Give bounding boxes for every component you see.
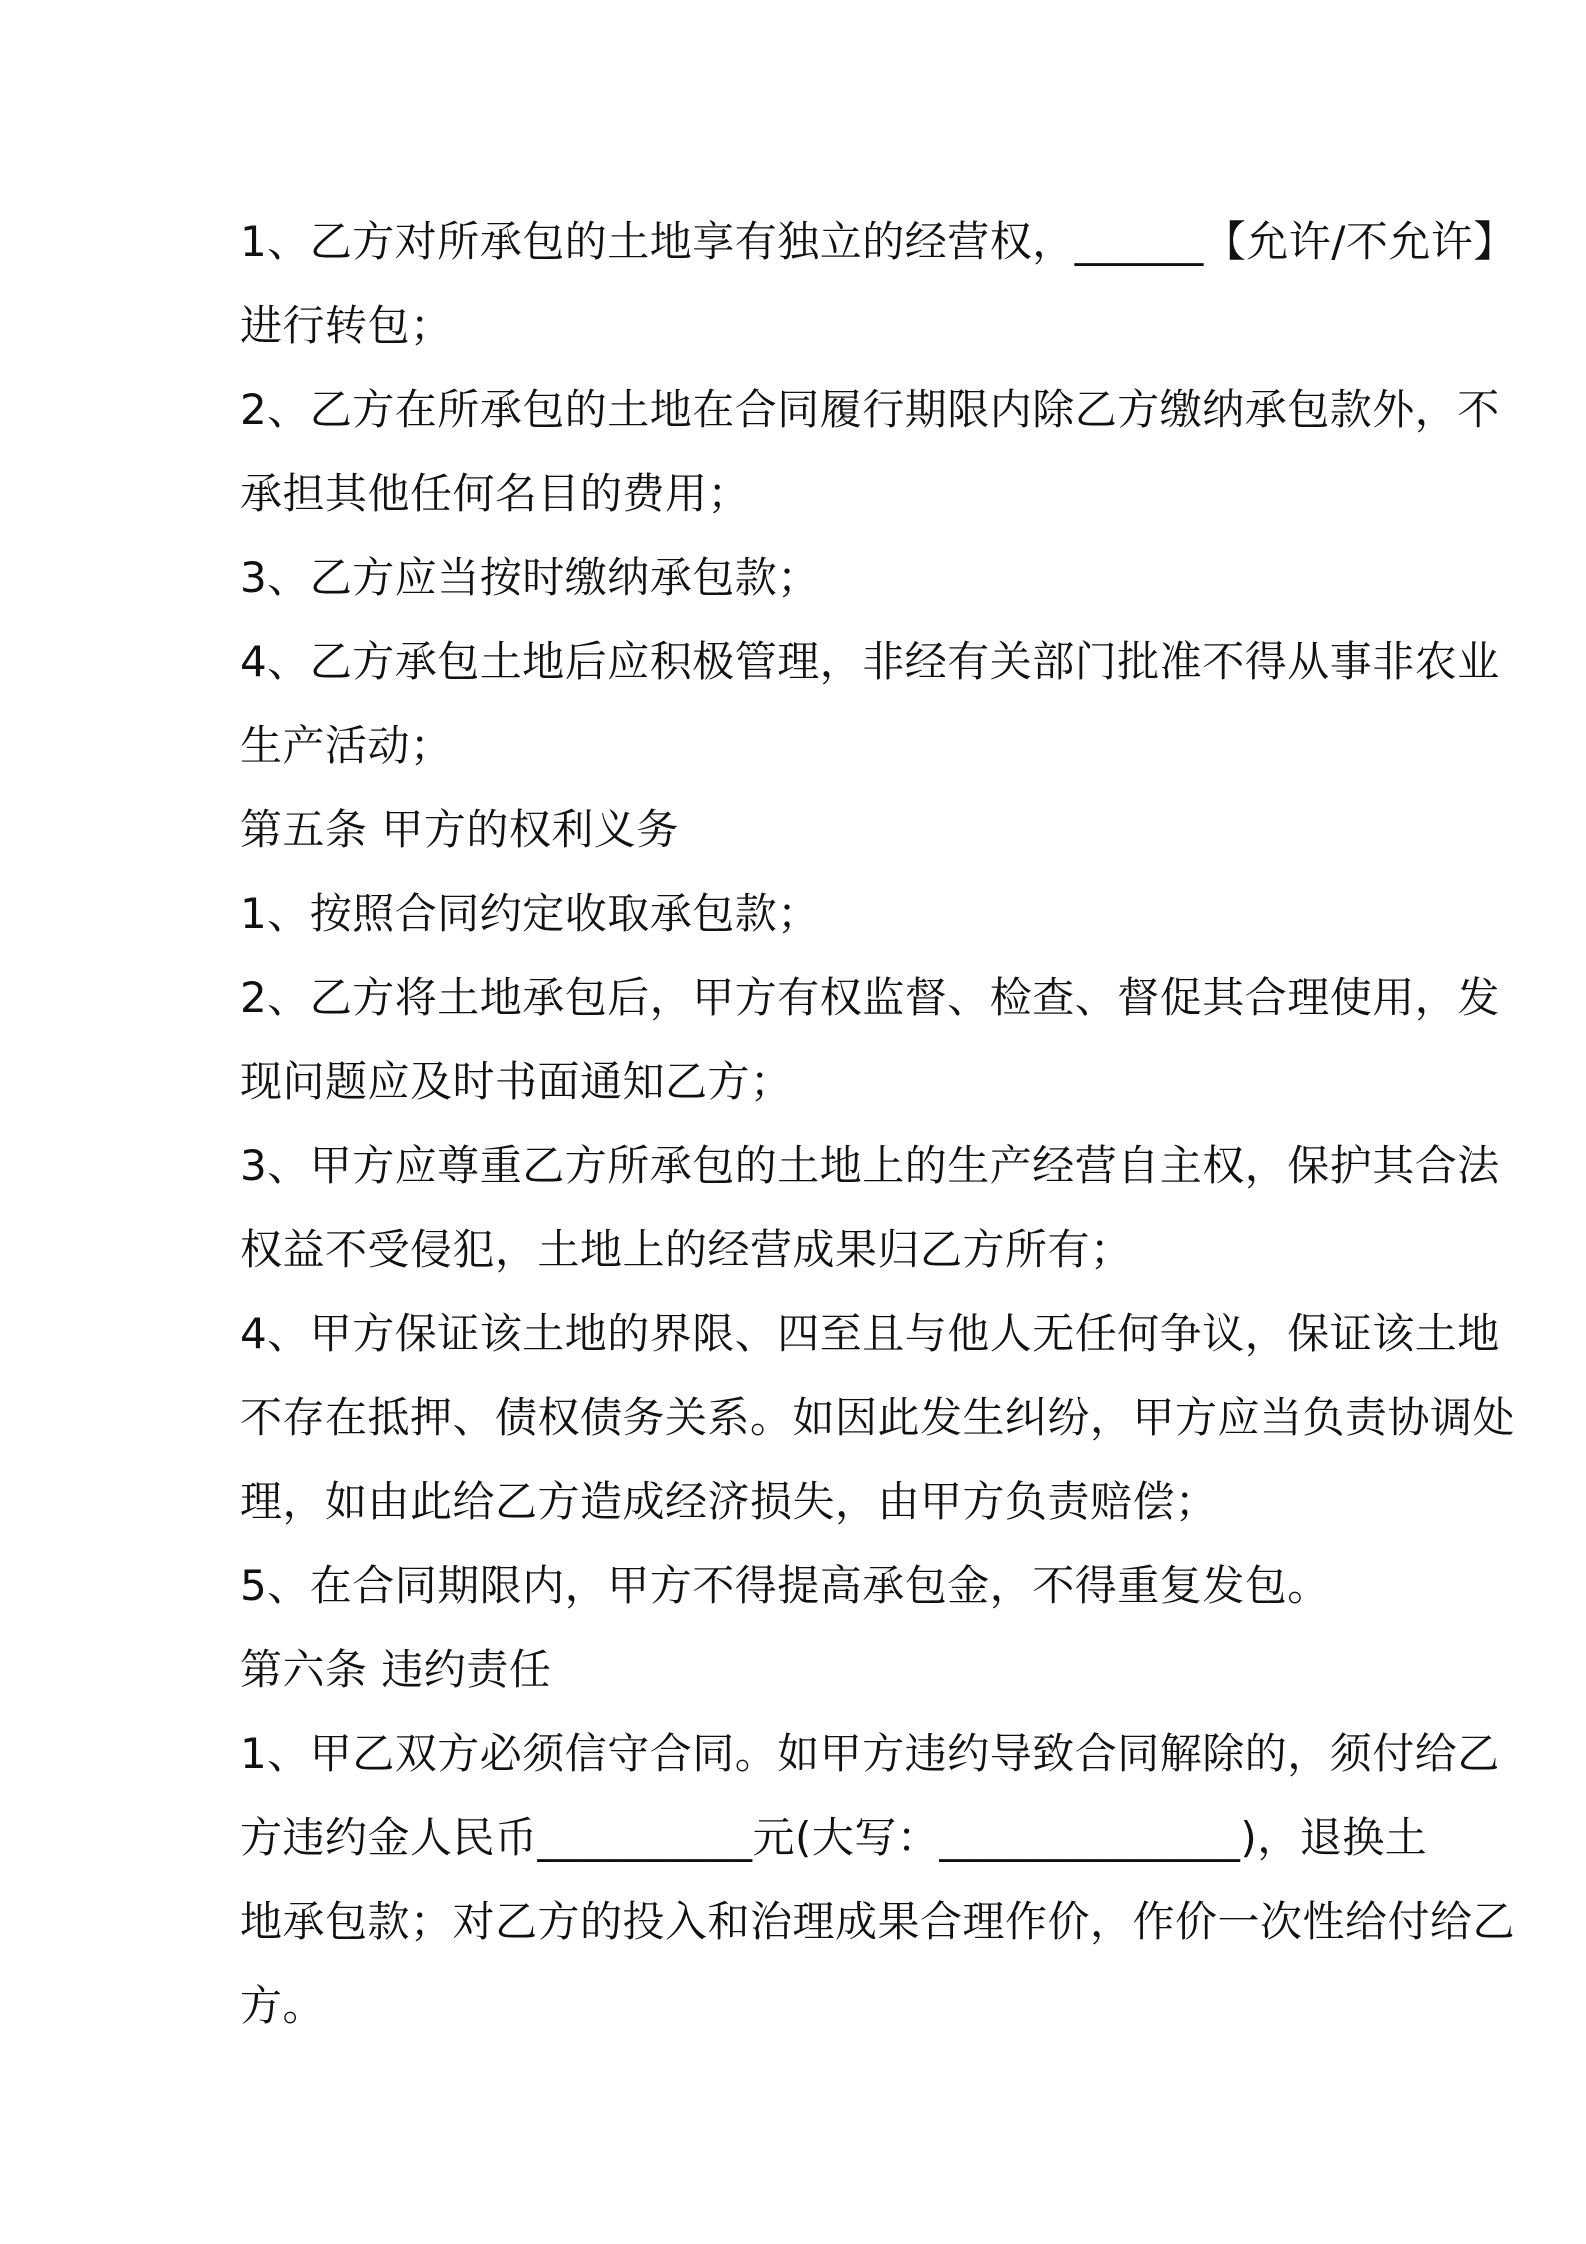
text-line: 现问题应及时书面通知乙方； (240, 1057, 793, 1106)
text-line: 承担其他任何名目的费用； (240, 469, 751, 518)
text-line: 方违约金人民币__________元(大写：______________)，退换土 (240, 1813, 1428, 1862)
text-line: 地承包款；对乙方的投入和治理成果合理作价，作价一次性给付给乙 (240, 1897, 1516, 1946)
text-line: 4、甲方保证该土地的界限、四至且与他人无任何争议，保证该土地 (240, 1309, 1500, 1358)
text-line: 方。 (240, 1981, 326, 2030)
text-line: 不存在抵押、债权债务关系。如因此发生纠纷，甲方应当负责协调处 (240, 1393, 1516, 1442)
text-line: 进行转包； (240, 301, 453, 350)
text-line: 1、甲乙双方必须信守合同。如甲方违约导致合同解除的，须付给乙 (240, 1729, 1500, 1778)
text-line: 5、在合同期限内，甲方不得提高承包金，不得重复发包。 (240, 1561, 1330, 1610)
text-line: 4、乙方承包土地后应积极管理，非经有关部门批准不得从事非农业 (240, 637, 1500, 686)
section-heading: 第六条 违约责任 (240, 1645, 552, 1694)
text-line: 3、乙方应当按时缴纳承包款； (240, 553, 820, 602)
text-line: 3、甲方应尊重乙方所承包的土地上的生产经营自主权，保护其合法 (240, 1141, 1500, 1190)
document-page (240, 200, 1516, 2048)
section-heading: 第五条 甲方的权利义务 (240, 805, 679, 854)
text-line: 理，如由此给乙方造成经济损失，由甲方负责赔偿； (240, 1477, 1218, 1526)
text-line: 2、乙方在所承包的土地在合同履行期限内除乙方缴纳承包款外，不 (240, 385, 1500, 434)
text-line: 2、乙方将土地承包后，甲方有权监督、检查、督促其合理使用，发 (240, 973, 1500, 1022)
text-line: 1、按照合同约定收取承包款； (240, 889, 820, 938)
text-line: 权益不受侵犯，土地上的经营成果归乙方所有； (240, 1225, 1133, 1274)
text-line: 生产活动； (240, 721, 453, 770)
text-line: 1、乙方对所承包的土地享有独立的经营权，______【允许/不允许】 (240, 217, 1516, 266)
